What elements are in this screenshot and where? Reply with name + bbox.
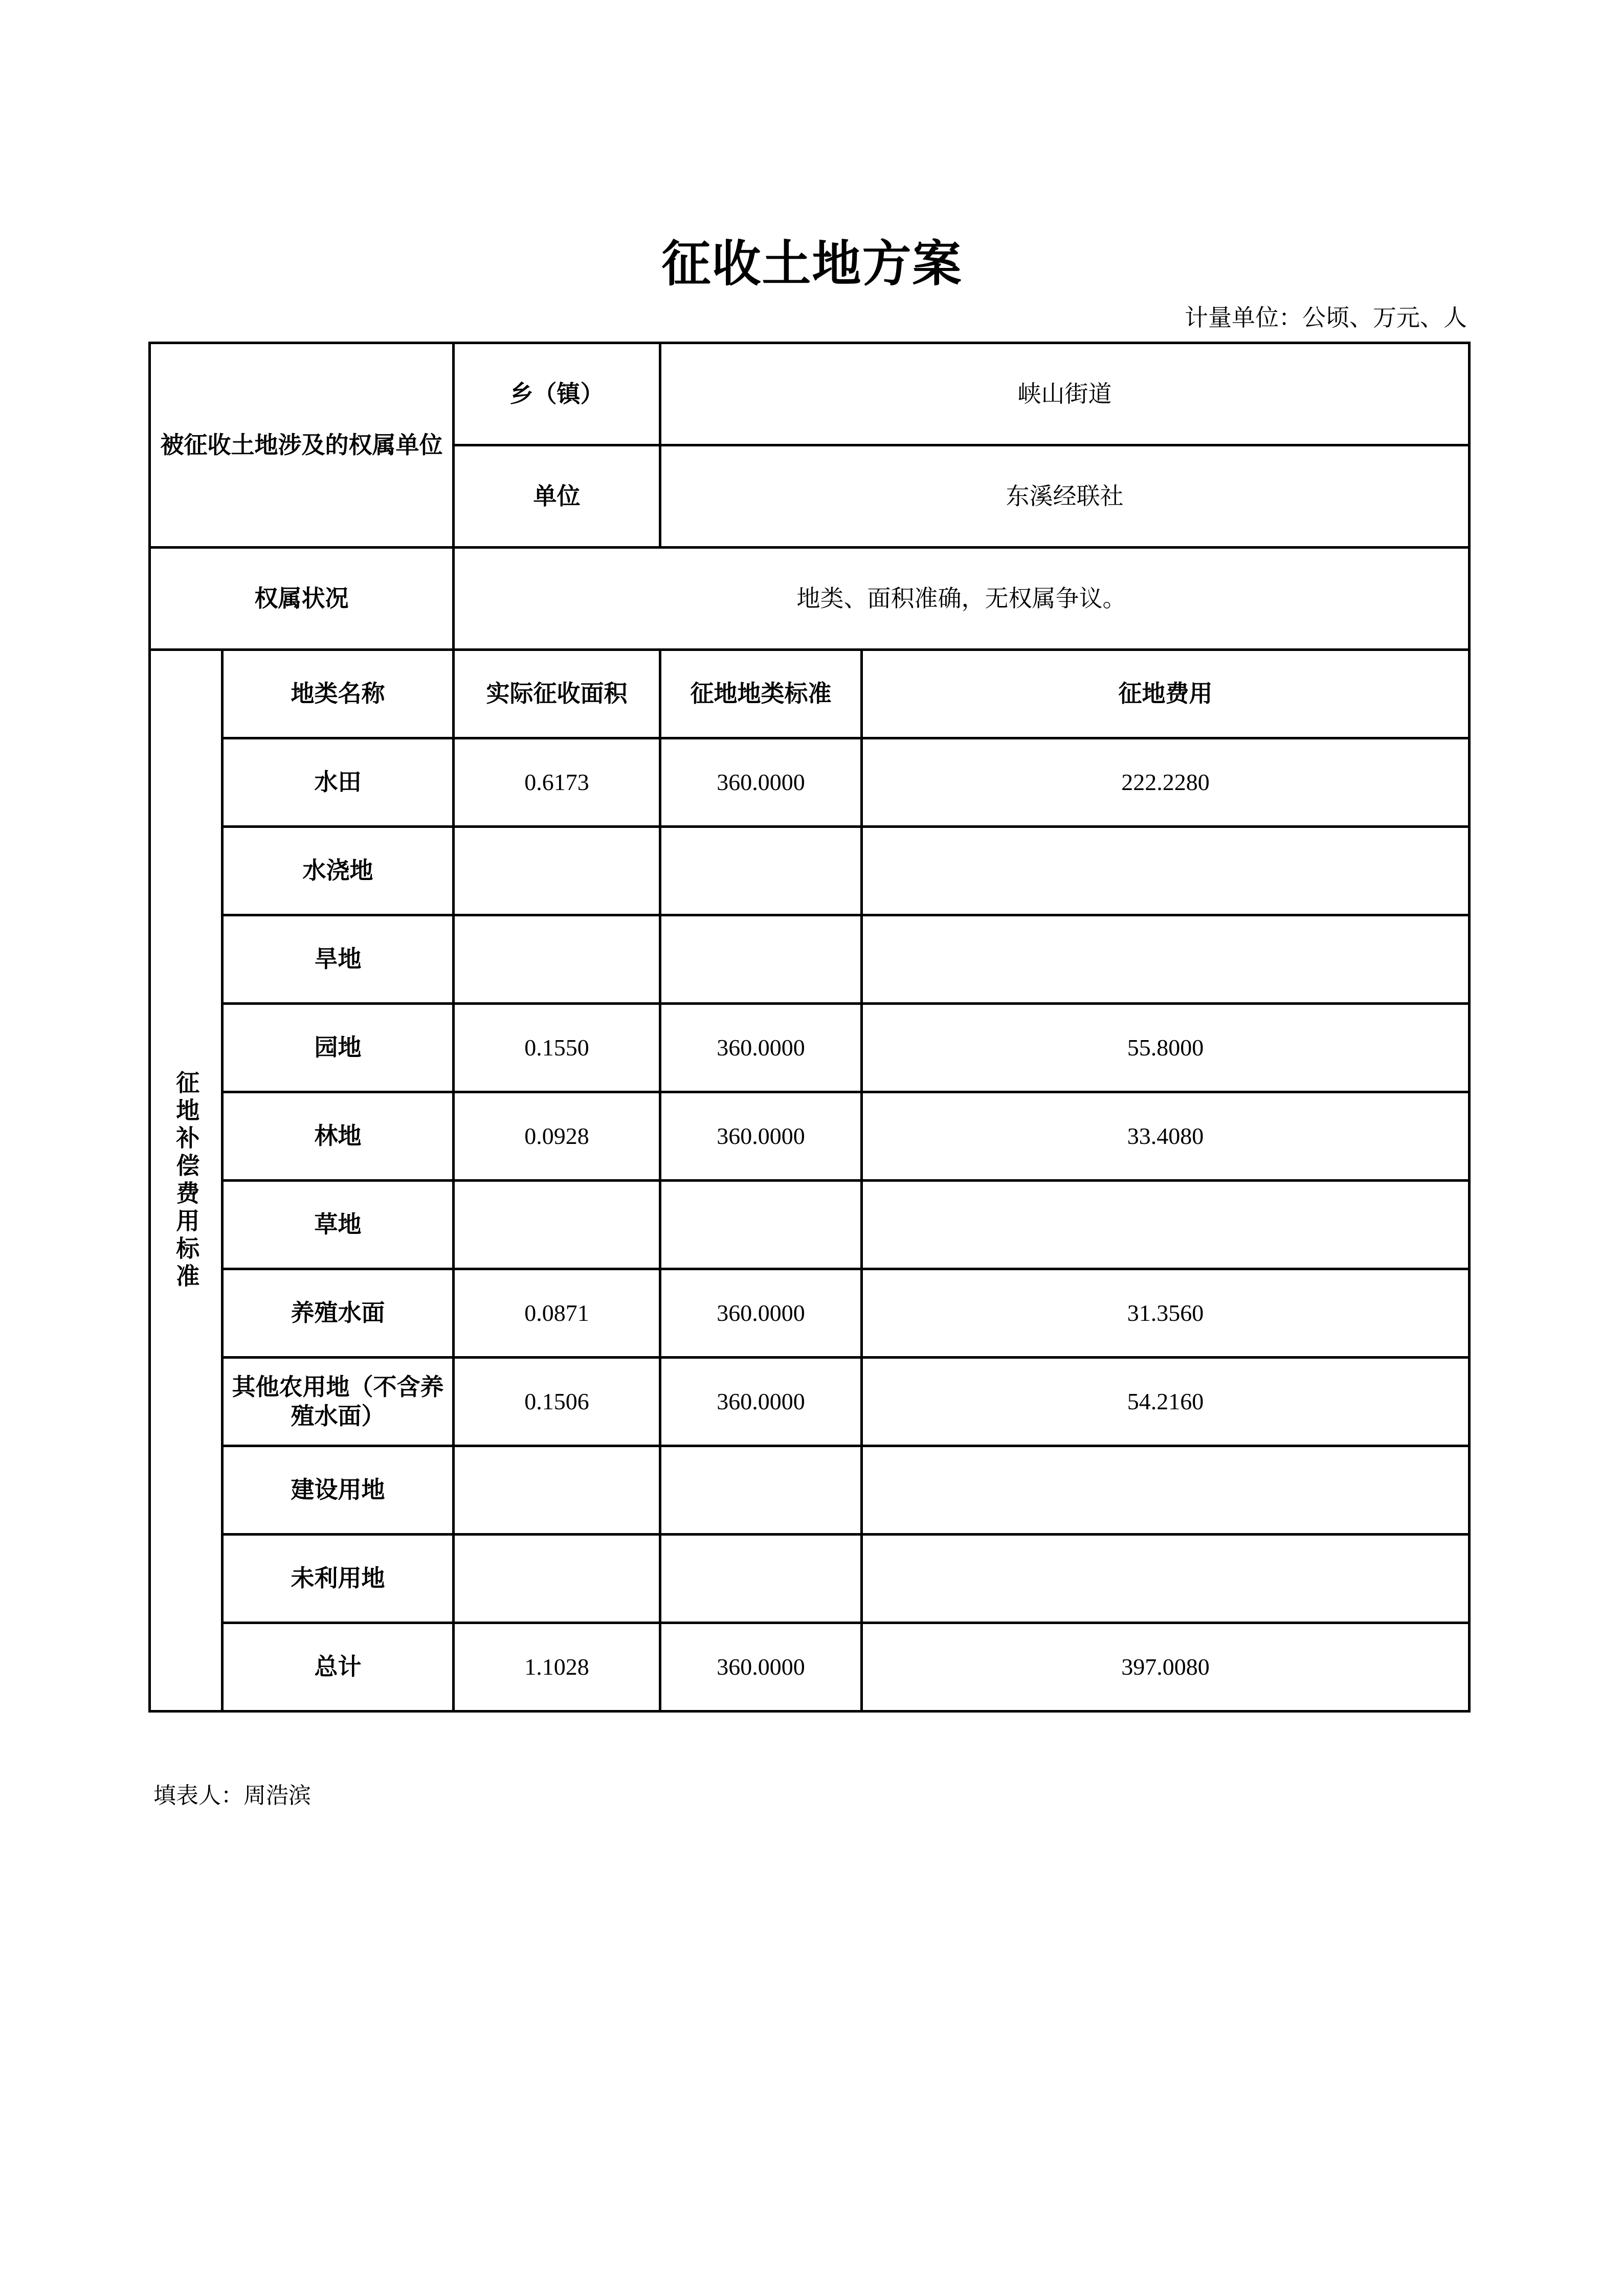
standard-cell: 360.0000 bbox=[660, 1358, 862, 1446]
land-type-cell: 林地 bbox=[223, 1092, 454, 1181]
fee-cell: 31.3560 bbox=[862, 1269, 1470, 1358]
fee-cell bbox=[862, 1181, 1470, 1269]
table-row bbox=[150, 915, 1470, 1004]
compensation-section-label: 征地补偿费用标准 bbox=[172, 1070, 201, 1291]
table-row bbox=[150, 1269, 1470, 1358]
actual-area-cell: 0.1550 bbox=[454, 1004, 660, 1092]
fee-cell bbox=[862, 1446, 1470, 1535]
fee-cell bbox=[862, 827, 1470, 915]
land-type-cell: 水田 bbox=[223, 738, 454, 827]
fee-cell: 55.8000 bbox=[862, 1004, 1470, 1092]
table-row bbox=[150, 738, 1470, 827]
land-type-cell: 草地 bbox=[223, 1181, 454, 1269]
land-type-cell: 建设用地 bbox=[223, 1446, 454, 1535]
header-fee: 征地费用 bbox=[862, 650, 1470, 738]
table-row bbox=[150, 1358, 1470, 1446]
table-row bbox=[150, 1446, 1470, 1535]
standard-cell: 360.0000 bbox=[660, 1092, 862, 1181]
land-type-cell: 水浇地 bbox=[223, 827, 454, 915]
fee-cell: 397.0080 bbox=[862, 1623, 1470, 1712]
compensation-section-cell bbox=[150, 650, 223, 1712]
township-row bbox=[150, 343, 1470, 445]
table-row bbox=[150, 1092, 1470, 1181]
status-value: 地类、面积准确，无权属争议。 bbox=[454, 548, 1470, 650]
header-land-type: 地类名称 bbox=[223, 650, 454, 738]
actual-area-cell bbox=[454, 915, 660, 1004]
land-type-cell: 旱地 bbox=[223, 915, 454, 1004]
standard-cell: 360.0000 bbox=[660, 1004, 862, 1092]
land-type-cell: 总计 bbox=[223, 1623, 454, 1712]
standard-cell bbox=[660, 915, 862, 1004]
actual-area-cell bbox=[454, 1535, 660, 1623]
fee-cell: 222.2280 bbox=[862, 738, 1470, 827]
table-row bbox=[150, 1535, 1470, 1623]
actual-area-cell: 0.1506 bbox=[454, 1358, 660, 1446]
actual-area-cell: 1.1028 bbox=[454, 1623, 660, 1712]
standard-cell bbox=[660, 1446, 862, 1535]
fee-cell bbox=[862, 1535, 1470, 1623]
header-actual-area: 实际征收面积 bbox=[454, 650, 660, 738]
standard-cell bbox=[660, 1181, 862, 1269]
unit-label: 单位 bbox=[454, 445, 660, 548]
land-type-cell: 未利用地 bbox=[223, 1535, 454, 1623]
unit-value: 东溪经联社 bbox=[660, 445, 1470, 548]
standard-cell: 360.0000 bbox=[660, 1269, 862, 1358]
land-acquisition-table bbox=[148, 342, 1471, 1713]
fee-cell: 54.2160 bbox=[862, 1358, 1470, 1446]
standard-cell bbox=[660, 827, 862, 915]
standard-cell bbox=[660, 1535, 862, 1623]
actual-area-cell bbox=[454, 827, 660, 915]
document-title: 征收土地方案 bbox=[661, 235, 963, 292]
actual-area-cell bbox=[454, 1181, 660, 1269]
land-type-cell: 园地 bbox=[223, 1004, 454, 1092]
table-row bbox=[150, 827, 1470, 915]
township-label: 乡（镇） bbox=[454, 343, 660, 445]
ownership-section-label: 被征收土地涉及的权属单位 bbox=[150, 343, 454, 548]
table-row bbox=[150, 1004, 1470, 1092]
fee-cell bbox=[862, 915, 1470, 1004]
actual-area-cell: 0.0928 bbox=[454, 1092, 660, 1181]
status-row bbox=[150, 548, 1470, 650]
total-row bbox=[150, 1623, 1470, 1712]
unit-note: 计量单位：公顷、万元、人 bbox=[1185, 304, 1467, 331]
actual-area-cell: 0.0871 bbox=[454, 1269, 660, 1358]
land-type-cell: 其他农用地（不含养殖水面） bbox=[223, 1358, 454, 1446]
standard-cell: 360.0000 bbox=[660, 1623, 862, 1712]
actual-area-cell bbox=[454, 1446, 660, 1535]
header-standard: 征地地类标准 bbox=[660, 650, 862, 738]
fee-cell: 33.4080 bbox=[862, 1092, 1470, 1181]
township-value: 峡山街道 bbox=[660, 343, 1470, 445]
filler-signature: 填表人：周浩滨 bbox=[153, 1783, 311, 1809]
land-type-cell: 养殖水面 bbox=[223, 1269, 454, 1358]
compensation-header-row bbox=[150, 650, 1470, 738]
table-row bbox=[150, 1181, 1470, 1269]
status-label: 权属状况 bbox=[150, 548, 454, 650]
standard-cell: 360.0000 bbox=[660, 738, 862, 827]
actual-area-cell: 0.6173 bbox=[454, 738, 660, 827]
